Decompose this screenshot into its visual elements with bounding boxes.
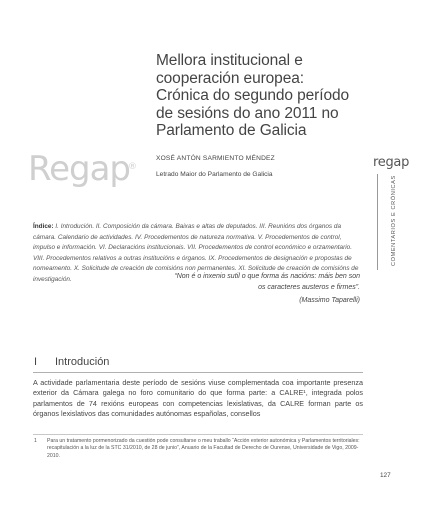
epigraph-author: (Massimo Taparelli)	[299, 297, 360, 304]
section-tag	[383, 175, 397, 266]
footnote-number: 1	[34, 438, 37, 444]
section-number: I	[34, 356, 38, 368]
footnote-rule	[33, 434, 363, 435]
regap-logo-large-text: Regap	[28, 149, 131, 189]
regap-logo-small: regap	[373, 155, 410, 170]
index-label: Índice:	[33, 223, 54, 230]
section-heading: Introdución	[55, 356, 110, 368]
body-paragraph: A actividade parlamentaria deste período de sesións viuse complementada coa importante presenza exterior da Cámara galega no foro comunitario do que forma parte: a CALRE¹, integrada polos parlamentos de 74 rexións europeas con competencias lexislativas, da CALRE forman parte os órganos lexislativos das comunidades autónomas españolas, consellos	[33, 378, 363, 419]
title-line: Mellora institucional e	[156, 52, 303, 69]
page-number: 127	[380, 472, 391, 479]
title-line: Parlamento de Galicia	[156, 122, 307, 140]
author-role: Letrado Maior do Parlamento de Galicia	[156, 171, 273, 178]
footnote-text: Para un tratamento pormenorizado da cuestión pode consultarse o meu traballo “Acción exterior autonómica y Parlamentos territoriales: recapitulación a la luz de la STC 31/2010, de 28 de junio”, Anuario de la Facultad de Derecho de Ourense, Universidade de Vigo, 2009-2010.	[47, 438, 360, 459]
index-text: I. Introdución. II. Composición da cámara. Baixas e altas de deputados. III. Reunións dos órganos da cámara. Calendario de actividades. IV. Procedementos de natureza normativa. V. Procedementos de control, impulso e información. VI. Declaracións institucionais. VII. Procedementos de control económico e orzamentario. VIII. Procedementos relativos a outras institucións e órganos. IX. Procedementos de designación e propostas de nomeamento. X. Solicitude de creación de comisións non permanentes. XI. Solicitude de creación de comisións de investigación.	[33, 223, 359, 283]
section-rule	[33, 372, 363, 373]
section-divider-line	[377, 174, 378, 270]
author-name: XOSÉ ANTÓN SARMIENTO MÉNDEZ	[156, 155, 275, 162]
section-tag-label: COMENTARIOS E CRÓNICAS	[391, 175, 397, 266]
registered-mark: ®	[128, 162, 137, 172]
epigraph-quote: “Non é o inxenio sutil o que forma ás nacións: máis ben son os caracteres austeros e firmes”.	[174, 273, 360, 291]
article-title	[156, 52, 396, 140]
title-line: Crónica do segundo período	[156, 87, 350, 105]
title-line: cooperación europea:	[156, 69, 304, 87]
regap-logo-large	[28, 149, 137, 189]
title-line: de sesións do ano 2011 no	[156, 104, 339, 122]
